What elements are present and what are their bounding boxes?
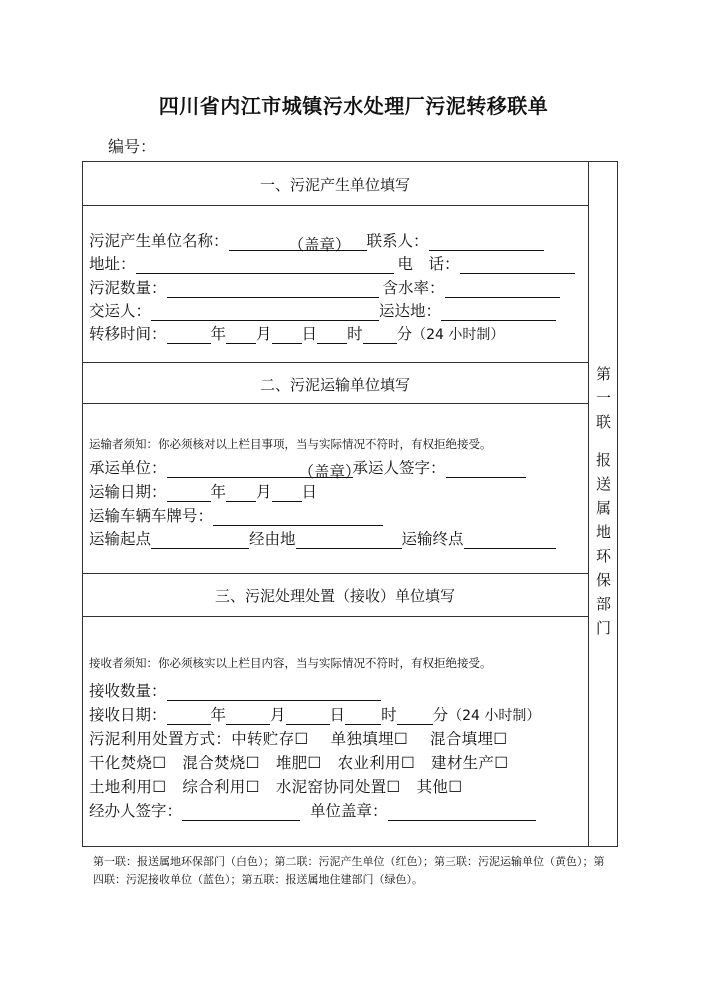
receiver-notice: 接收者须知：你必须核实以上栏目内容，当与实际情况不符时，有权拒绝接受。 bbox=[89, 656, 492, 670]
receive-quantity-row bbox=[89, 679, 381, 701]
moisture-field[interactable] bbox=[445, 280, 560, 298]
checkbox[interactable]: ☐ bbox=[152, 778, 167, 796]
receive-quantity-field[interactable] bbox=[167, 683, 381, 701]
checkbox[interactable]: ☐ bbox=[245, 754, 260, 772]
option-label: 混合填埋 bbox=[430, 730, 494, 748]
checkbox[interactable]: ☐ bbox=[294, 730, 309, 748]
disposal-options-row bbox=[89, 751, 508, 773]
side-char: 一 bbox=[595, 389, 611, 407]
checkbox[interactable]: ☐ bbox=[307, 754, 322, 772]
month-label: 月 bbox=[270, 706, 286, 724]
side-char: 地 bbox=[595, 523, 611, 541]
plate-row bbox=[89, 504, 383, 526]
side-char: 属 bbox=[595, 499, 611, 517]
origin-field[interactable] bbox=[151, 531, 249, 549]
option-label: 干化焚烧 bbox=[89, 754, 153, 772]
month-label: 月 bbox=[256, 325, 272, 343]
unit-seal-field[interactable] bbox=[388, 803, 536, 821]
hour-field[interactable] bbox=[317, 326, 347, 344]
hour-label: 时 bbox=[381, 706, 397, 724]
transport-date-row bbox=[89, 480, 317, 502]
phone-label: 电 话： bbox=[397, 255, 460, 273]
end-field[interactable] bbox=[464, 531, 556, 549]
side-char: 第 bbox=[595, 365, 611, 383]
side-char: 部 bbox=[595, 595, 611, 613]
unit-seal-label: 单位盖章： bbox=[310, 802, 388, 820]
divider bbox=[82, 616, 588, 617]
day-field[interactable] bbox=[272, 484, 302, 502]
unit-name-field[interactable] bbox=[229, 233, 367, 254]
footer-note: 第一联：报送属地环保部门（白色）；第二联：污泥产生单位（红色）；第三联：污泥运输单位（黄色）；第四联：污泥接收单位（蓝色）；第五联：报送属地住建部门（绿色）。 bbox=[93, 855, 605, 886]
checkbox[interactable]: ☐ bbox=[400, 754, 416, 772]
end-label: 运输终点 bbox=[401, 530, 464, 548]
hour-field[interactable] bbox=[345, 707, 381, 725]
option-label: 中转贮存 bbox=[231, 730, 295, 748]
day-field[interactable] bbox=[272, 326, 302, 344]
year-field[interactable] bbox=[167, 484, 211, 502]
serial-number-label: 编号： bbox=[108, 137, 157, 156]
address-label: 地址： bbox=[89, 255, 136, 273]
handler-sign-label: 经办人签字： bbox=[89, 802, 183, 820]
hour-label: 时 bbox=[347, 325, 363, 343]
year-label: 年 bbox=[210, 706, 227, 724]
month-label: 月 bbox=[256, 483, 272, 501]
origin-label: 运输起点 bbox=[89, 530, 152, 548]
year-label: 年 bbox=[210, 483, 227, 501]
divider bbox=[82, 362, 588, 363]
side-char: 报 bbox=[595, 451, 611, 469]
seal-label: （盖章） bbox=[298, 463, 361, 481]
address-field[interactable] bbox=[136, 256, 394, 274]
copy-designation bbox=[589, 362, 618, 640]
contact-field[interactable] bbox=[429, 233, 544, 251]
plate-label: 运输车辆车牌号： bbox=[89, 507, 214, 525]
contact-label: 联系人： bbox=[366, 232, 429, 250]
carrier-notice: 运输者须知：你必须核对以上栏目事项，当与实际情况不符时，有权拒绝接受。 bbox=[89, 437, 492, 451]
route-row bbox=[89, 527, 556, 549]
carrier-label: 承运单位： bbox=[89, 459, 167, 477]
day-label: 日 bbox=[301, 483, 318, 501]
quantity-label: 污泥数量： bbox=[89, 279, 167, 297]
option-label: 土地利用 bbox=[89, 778, 153, 796]
option-label: 农业利用 bbox=[337, 754, 401, 772]
divider bbox=[82, 403, 588, 404]
destination-label: 运达地： bbox=[379, 302, 442, 320]
option-label: 堆肥 bbox=[275, 754, 308, 772]
month-field[interactable] bbox=[226, 484, 256, 502]
plate-field[interactable] bbox=[213, 508, 383, 526]
checkbox[interactable]: ☐ bbox=[152, 754, 167, 772]
minute-field[interactable] bbox=[397, 707, 433, 725]
shipper-field[interactable] bbox=[151, 303, 379, 321]
carrier-field[interactable] bbox=[167, 460, 361, 481]
carrier-row bbox=[89, 456, 526, 481]
checkbox[interactable]: ☐ bbox=[493, 730, 508, 748]
option-label: 建材生产 bbox=[431, 754, 495, 772]
address-row bbox=[89, 252, 575, 274]
month-field[interactable] bbox=[226, 707, 270, 725]
unit-name-label: 污泥产生单位名称： bbox=[89, 232, 229, 250]
option-label: 混合焚烧 bbox=[182, 754, 246, 772]
side-char: 门 bbox=[595, 619, 611, 637]
disposal-method-row bbox=[89, 727, 507, 749]
shipper-row bbox=[89, 299, 556, 321]
unit-name-row bbox=[89, 229, 544, 254]
signature-row bbox=[89, 799, 536, 821]
checkbox[interactable]: ☐ bbox=[494, 754, 509, 772]
checkbox[interactable]: ☐ bbox=[386, 778, 401, 796]
year-field[interactable] bbox=[167, 707, 211, 725]
receive-date-row bbox=[89, 703, 540, 725]
receive-quantity-label: 接收数量： bbox=[89, 682, 167, 700]
transport-date-label: 运输日期： bbox=[89, 483, 167, 501]
side-gap bbox=[589, 434, 618, 448]
minute-label: 分 bbox=[396, 325, 413, 343]
option-label: 其他 bbox=[416, 778, 449, 796]
option-label: 单独填埋 bbox=[330, 730, 394, 748]
phone-field[interactable] bbox=[460, 256, 575, 274]
year-label: 年 bbox=[210, 325, 227, 343]
section3-title: 三、污泥处理处置（接收）单位填写 bbox=[214, 587, 455, 605]
via-label: 经由地 bbox=[249, 530, 296, 548]
document-title: 四川省内江市城镇污水处理厂污泥转移联单 bbox=[158, 94, 549, 118]
minute-label: 分 bbox=[432, 706, 449, 724]
day-label: 日 bbox=[329, 706, 346, 724]
day-field[interactable] bbox=[286, 707, 330, 725]
checkbox[interactable]: ☐ bbox=[448, 778, 463, 796]
transfer-time-label: 转移时间： bbox=[89, 325, 167, 343]
disposal-options-row bbox=[89, 775, 462, 797]
option-label: 综合利用 bbox=[182, 778, 246, 796]
receive-date-label: 接收日期： bbox=[89, 706, 167, 724]
day-label: 日 bbox=[301, 325, 318, 343]
side-char: 环 bbox=[595, 547, 611, 565]
side-char: 送 bbox=[595, 475, 611, 493]
section2-title: 二、污泥运输单位填写 bbox=[259, 376, 410, 394]
checkbox[interactable]: ☐ bbox=[393, 730, 409, 748]
clock-note: （24 小时制） bbox=[412, 327, 505, 343]
checkbox[interactable]: ☐ bbox=[245, 778, 260, 796]
transfer-time-row bbox=[89, 322, 504, 344]
via-field[interactable] bbox=[296, 531, 402, 549]
shipper-label: 交运人： bbox=[89, 302, 152, 320]
carrier-sign-label: 承运人签字： bbox=[352, 459, 446, 477]
seal-label: （盖章） bbox=[288, 236, 351, 254]
destination-field[interactable] bbox=[441, 303, 556, 321]
option-label: 水泥窑协同处置 bbox=[275, 778, 387, 796]
minute-field[interactable] bbox=[363, 326, 397, 344]
quantity-field[interactable] bbox=[167, 280, 379, 298]
disposal-method-label: 污泥利用处置方式： bbox=[89, 730, 232, 748]
moisture-label: 含水率： bbox=[382, 279, 445, 297]
handler-sign-field[interactable] bbox=[182, 803, 300, 821]
section1-title: 一、污泥产生单位填写 bbox=[259, 176, 410, 194]
clock-note: （24 小时制） bbox=[448, 708, 541, 724]
side-char: 联 bbox=[595, 413, 611, 431]
side-char: 保 bbox=[595, 571, 611, 589]
divider bbox=[82, 573, 588, 574]
month-field[interactable] bbox=[226, 326, 256, 344]
carrier-sign-field[interactable] bbox=[446, 460, 526, 478]
quantity-row bbox=[89, 276, 560, 298]
divider bbox=[82, 205, 588, 206]
year-field[interactable] bbox=[167, 326, 211, 344]
